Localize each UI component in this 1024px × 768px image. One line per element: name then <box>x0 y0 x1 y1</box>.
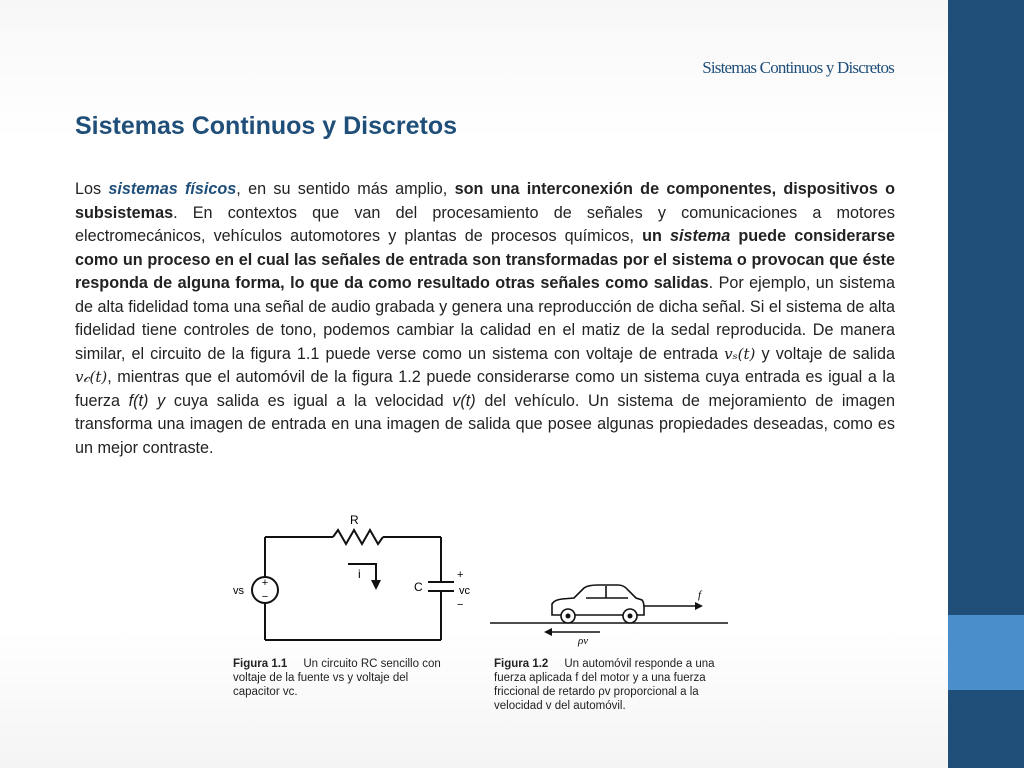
capacitor-label: C <box>414 580 423 594</box>
vc-label: vc <box>459 585 470 597</box>
text-segment: , en su sentido más amplio, <box>236 180 455 198</box>
current-label: i <box>358 567 361 581</box>
cap-minus-label: − <box>457 599 464 611</box>
source-minus-label: − <box>261 591 269 603</box>
highlight-term: sistemas físicos <box>108 180 237 198</box>
text-segment: , mientras que el automóvil de la figura 1.2 puede considerarse como un sistema cuya entrada es igual a la fuerza <box>75 368 895 410</box>
bold-italic-term: sistema <box>669 227 731 245</box>
text-segment: del vehículo. Un sistema de mejoramiento de imagen transforma una imagen de entrada en una imagen de salida que posee algunas propiedades deseadas, como es un mejor contraste. <box>75 391 895 457</box>
math-output-voltage: v𝒸(t) <box>75 368 108 386</box>
text-segment: Los <box>75 180 109 198</box>
bold-segment: puede considerarse como un proceso en el cual las señales de entrada son transformadas por el sistema o provocan que éste responda de alguna forma, lo que da como resultado otras señales como salidas <box>75 227 895 292</box>
slide-header: Sistemas Continuos y Discretos <box>702 58 894 77</box>
text-segment: . En contextos que van del procesamiento de señales y comunicaciones a motores electromecánicos, vehículos automotores y plantas de procesos químicos, <box>75 203 895 245</box>
vs-label: vs <box>233 585 244 597</box>
bold-segment: un <box>642 227 670 245</box>
text-segment: y voltaje de salida <box>755 344 895 363</box>
cap-plus-label: + <box>457 569 464 581</box>
bold-segment: son una interconexión de componentes, dispositivos o subsistemas <box>75 180 896 222</box>
body-paragraph <box>75 178 895 460</box>
figure1-caption-text: Un circuito RC sencillo con voltaje de la fuente vs y voltaje del capacitor vc. <box>233 658 441 698</box>
text-segment: . Por ejemplo, un sistema de alta fidelidad toma una señal de audio grabada y genera una reproducción de dicha señal. Si el sistema de alta fidelidad tiene controles de tono, podemos cambiar la calidad en el matiz de la sedal reproducida. De manera similar, el circuito de la figura 1.1 puede verse como un sistema con voltaje de entrada <box>75 274 895 363</box>
friction-label: ρv <box>578 635 589 647</box>
figure2-caption-text: Un automóvil responde a una fuerza aplicada f del motor y a una fuerza friccional de retardo ρv proporcional a la velocidad v del automóvil. <box>494 658 715 712</box>
figure1-caption <box>233 657 443 699</box>
sidebar-bar-top <box>948 0 1024 615</box>
force-label: f <box>698 589 702 601</box>
math-input-voltage: vₛ(t) <box>724 344 756 363</box>
figure2-caption-label: Figura 1.2 <box>494 658 549 670</box>
sidebar-bar-bottom <box>948 690 1024 768</box>
text-segment: cuya salida es igual a la velocidad <box>165 391 453 410</box>
italic-term: v(t) <box>452 391 476 410</box>
figure1-caption-label: Figura 1.1 <box>233 658 288 670</box>
resistor-label: R <box>350 513 359 527</box>
figure2-caption <box>494 657 734 713</box>
slide-title: Sistemas Continuos y Discretos <box>75 112 458 140</box>
italic-term: f(t) y <box>128 391 166 410</box>
source-plus-label: + <box>261 577 269 589</box>
sidebar-bar-accent <box>948 615 1024 690</box>
